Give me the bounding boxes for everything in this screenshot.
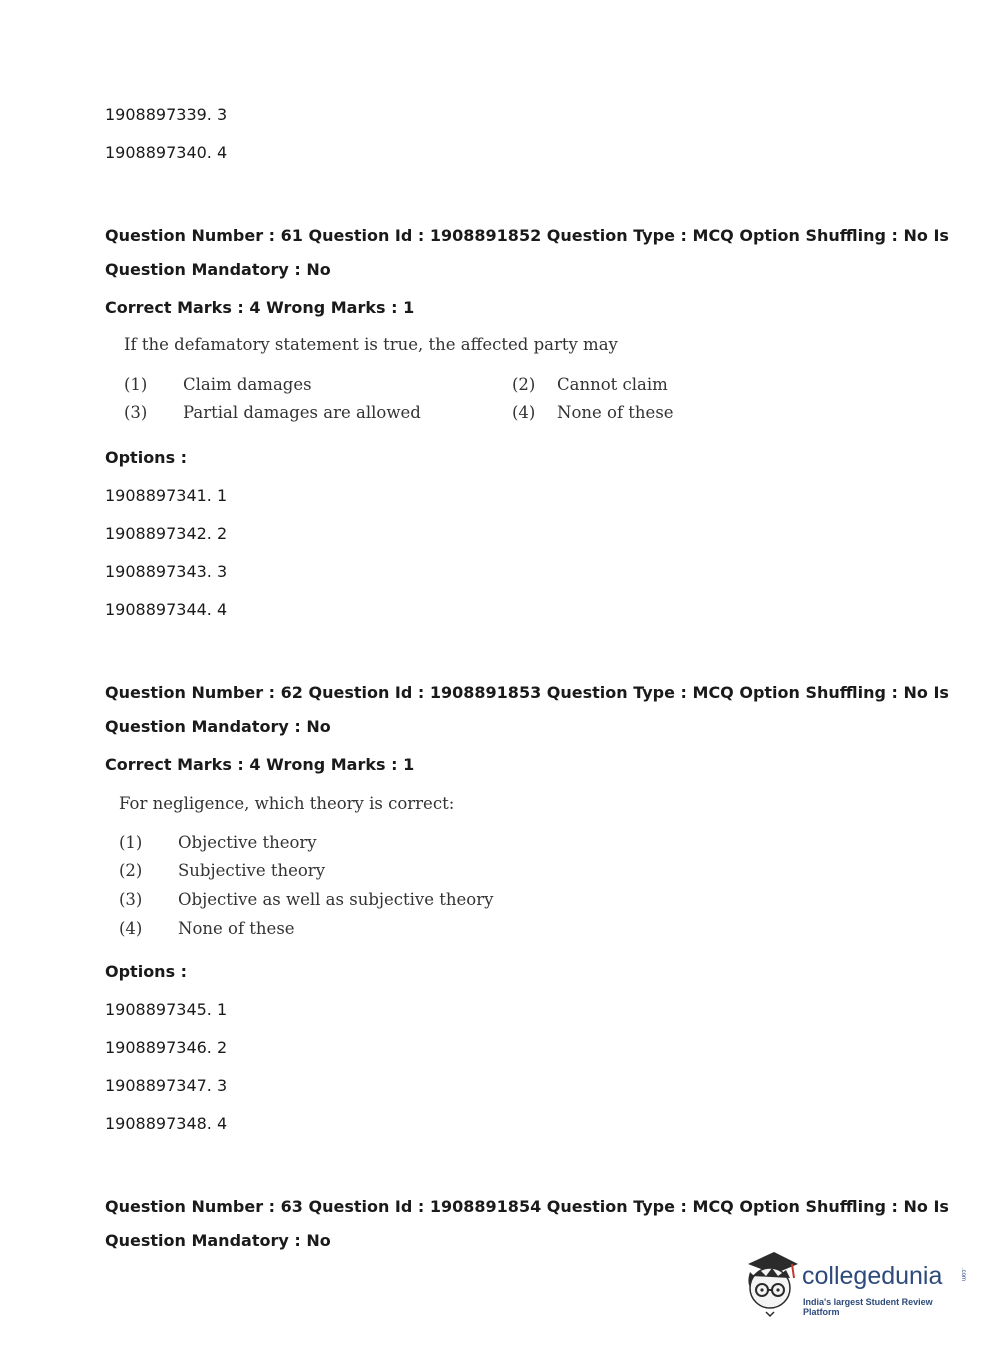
choice-text: None of these <box>557 403 674 422</box>
choice-number: (1) <box>124 375 148 394</box>
logo-wordmark: collegedunia <box>802 1262 943 1290</box>
question-stem: For negligence, which theory is correct: <box>119 794 455 813</box>
marks-line: Correct Marks : 4 Wrong Marks : 1 <box>105 298 415 317</box>
choice-text: Objective as well as subjective theory <box>178 890 494 909</box>
question-header: Question Mandatory : No <box>105 717 331 736</box>
options-label: Options : <box>105 962 188 981</box>
choice-text: Objective theory <box>178 833 317 852</box>
option-line: 1908897347. 3 <box>105 1076 228 1095</box>
choice-number: (4) <box>119 919 143 938</box>
choice-number: (4) <box>512 403 536 422</box>
collegedunia-logo <box>740 1250 970 1320</box>
choice-text: Claim damages <box>183 375 312 394</box>
choice-text: Subjective theory <box>178 861 326 880</box>
option-line: 1908897339. 3 <box>105 105 228 124</box>
option-line: 1908897340. 4 <box>105 143 228 162</box>
question-header: Question Mandatory : No <box>105 260 331 279</box>
question-stem: If the defamatory statement is true, the affected party may <box>124 335 618 354</box>
options-label: Options : <box>105 448 188 467</box>
option-line: 1908897346. 2 <box>105 1038 228 1057</box>
option-line: 1908897348. 4 <box>105 1114 228 1133</box>
logo-suffix: .com <box>960 1268 966 1282</box>
question-header: Question Number : 62 Question Id : 1908891853 Question Type : MCQ Option Shuffling : No Is <box>105 683 949 702</box>
choice-text: Cannot claim <box>557 375 668 394</box>
logo-tagline: India's largest Student Review Platform <box>803 1297 933 1317</box>
choice-number: (3) <box>119 890 143 909</box>
choice-number: (1) <box>119 833 143 852</box>
mascot-icon <box>740 1250 802 1320</box>
option-line: 1908897345. 1 <box>105 1000 228 1019</box>
option-line: 1908897343. 3 <box>105 562 228 581</box>
option-line: 1908897344. 4 <box>105 600 228 619</box>
choice-number: (2) <box>119 861 143 880</box>
marks-line: Correct Marks : 4 Wrong Marks : 1 <box>105 755 415 774</box>
question-header: Question Number : 61 Question Id : 1908891852 Question Type : MCQ Option Shuffling : No Is <box>105 226 949 245</box>
choice-text: Partial damages are allowed <box>183 403 421 422</box>
question-header: Question Mandatory : No <box>105 1231 331 1250</box>
choice-number: (2) <box>512 375 536 394</box>
choice-number: (3) <box>124 403 148 422</box>
option-line: 1908897342. 2 <box>105 524 228 543</box>
option-line: 1908897341. 1 <box>105 486 228 505</box>
choice-text: None of these <box>178 919 295 938</box>
question-header: Question Number : 63 Question Id : 1908891854 Question Type : MCQ Option Shuffling : No Is <box>105 1197 949 1216</box>
